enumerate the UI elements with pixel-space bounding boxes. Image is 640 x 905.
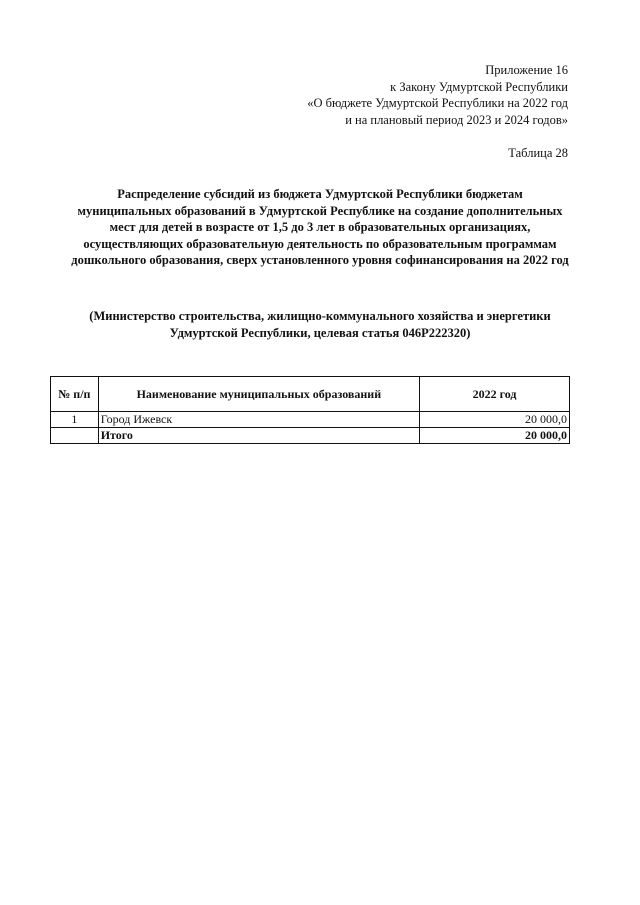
header-name: Наименование муниципальных образований [98,377,419,412]
annex-line-4: и на плановый период 2023 и 2024 годов» [345,112,568,127]
title-line-3: мест для детей в возрасте от 1,5 до 3 лет в образовательных организациях, [109,220,531,234]
document-title [40,186,600,269]
table-label: Таблица 28 [508,146,568,160]
row-value: 20 000,0 [420,412,570,428]
subsidy-table [50,376,570,444]
annex-header [307,62,568,128]
ministry-note [40,308,600,341]
title-line-5: дошкольного образования, сверх установленного уровня софинансирования на 2022 год [71,253,569,267]
annex-line-3: «О бюджете Удмуртской Республики на 2022 год [307,96,568,110]
header-num: № п/п [51,377,99,412]
annex-line-2: к Закону Удмуртской Республики [390,79,568,94]
row-name: Город Ижевск [98,412,419,428]
header-year: 2022 год [420,377,570,412]
title-line-1: Распределение субсидий из бюджета Удмуртской Республики бюджетам [117,187,523,201]
ministry-line-2: Удмуртской Республики, целевая статья 046P222320) [169,325,471,340]
title-line-4: осуществляющих образовательную деятельность по образовательным программам [83,236,557,251]
total-num [51,428,99,444]
table-header-row [51,377,570,412]
total-value: 20 000,0 [420,428,570,444]
annex-line-1: Приложение 16 [485,63,568,77]
total-label: Итого [98,428,419,444]
title-line-2: муниципальных образований в Удмуртской Республике на создание дополнительных [77,203,563,218]
ministry-line-1: (Министерство строительства, жилищно-коммунального хозяйства и энергетики [89,309,551,323]
table-row [51,412,570,428]
total-row [51,428,570,444]
row-num: 1 [51,412,99,428]
